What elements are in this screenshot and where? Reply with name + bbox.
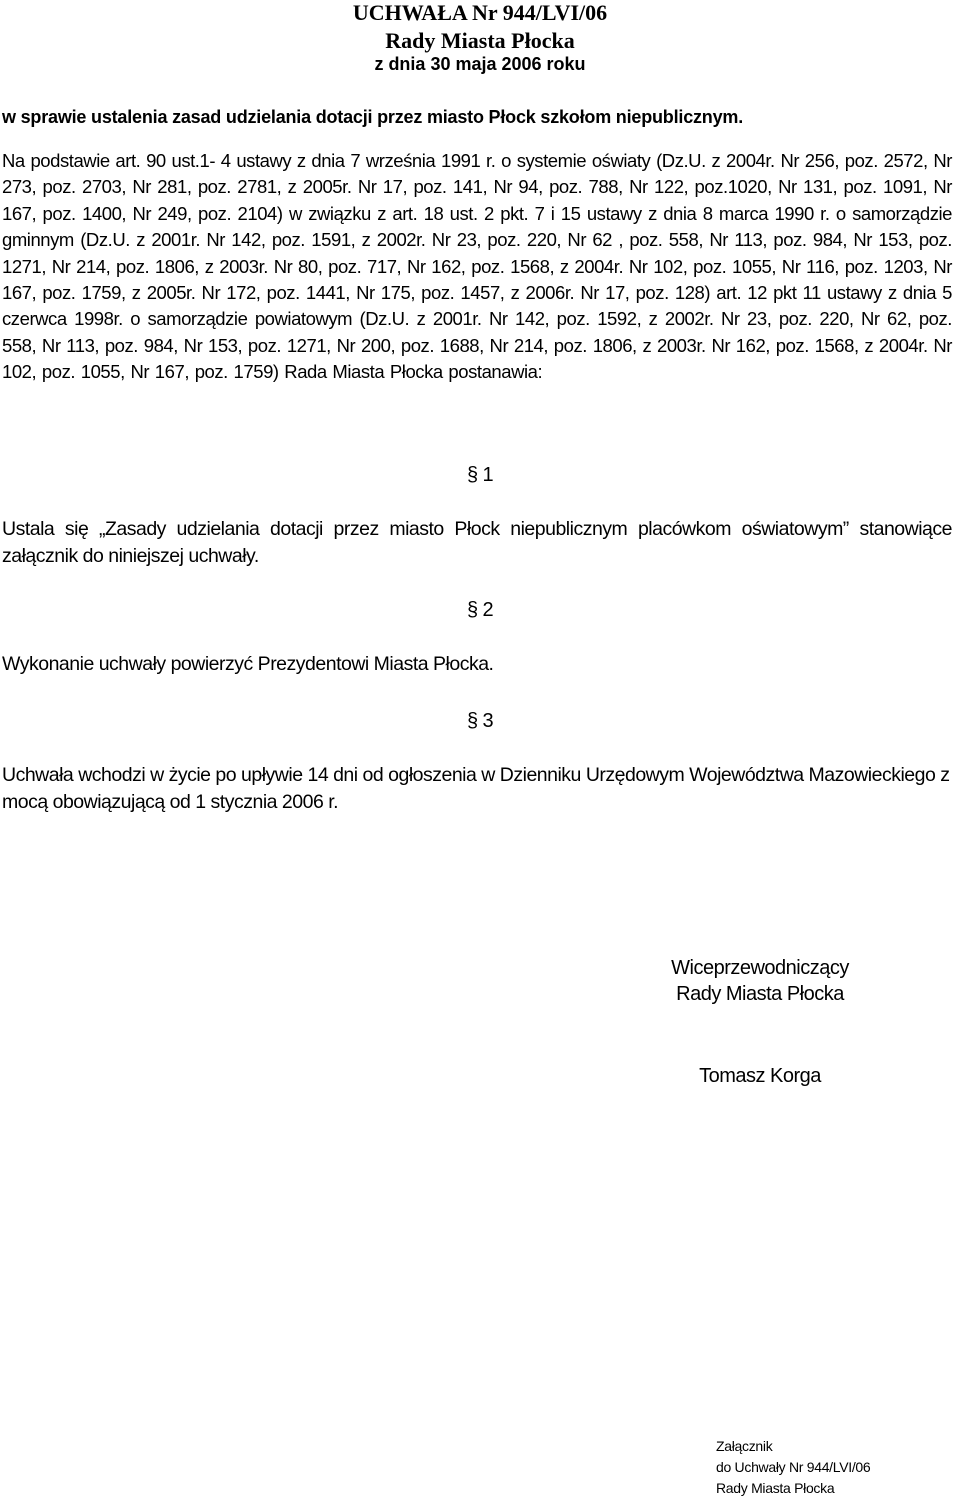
annex-note xyxy=(716,1436,956,1499)
council-name: Rady Miasta Płocka xyxy=(385,28,575,53)
resolution-title: UCHWAŁA Nr 944/LVI/06 xyxy=(352,0,608,25)
section-2-heading: § 2 xyxy=(466,599,493,621)
annex-label: Załącznik xyxy=(716,1438,773,1454)
legal-basis: Na podstawie art. 90 ust.1- 4 ustawy z dnia 7 września 1991 r. o systemie oświaty (Dz.U. z 2004r. Nr 256, poz. 2572, Nr 273, poz. 2703, Nr 281, poz. 2781, z 2005r. Nr 17, poz. 141, Nr 94, poz. 788, Nr 122, poz.1020, Nr 131, poz. 1091, Nr 167, poz. 1400, Nr 249, poz. 2104) w związku z art. 18 ust. 2 pkt. 7 i 15 ustawy z dnia 8 marca 1990 r. o samorządzie gminnym (Dz.U. z 2001r. Nr 142, poz. 1591, z 2002r. Nr 23, poz. 220, Nr 62 , poz. 558, Nr 113, poz. 984, Nr 153, poz. 1271, Nr 214, poz. 1806, z 2003r. Nr 80, poz. 717, Nr 162, poz. 1568, z 2004r. Nr 102, poz. 1055, Nr 116, poz. 1203, Nr 167, poz. 1759, z 2005r. Nr 172, poz. 1441, Nr 175, poz. 1457, z 2006r. Nr 17, poz. 128) art. 12 pkt 11 ustawy z dnia 5 czerwca 1998r. o samorządzie powiatowym (Dz.U. z 2001r. Nr 142, poz. 1592, z 2002r. Nr 23, poz. 220, Nr 62, poz. 558, Nr 113, poz. 984, Nr 153, poz. 1271, Nr 200, poz. 1688, Nr 214, poz. 1806, z 2003r. Nr 162, poz. 1568, z 2004r. Nr 102, poz. 1055, Nr 167, poz. 1759) Rada Miasta Płocka postanawia: xyxy=(2,150,952,383)
section-3-heading: § 3 xyxy=(466,710,493,732)
section-1-heading: § 1 xyxy=(466,464,493,486)
resolution-subject: w sprawie ustalenia zasad udzielania dotacji przez miasto Płock szkołom niepublicznym. xyxy=(2,107,744,127)
annex-reference: do Uchwały Nr 944/LVI/06 xyxy=(716,1459,871,1475)
signature-body: Rady Miasta Płocka xyxy=(676,983,844,1005)
signature-name: Tomasz Korga xyxy=(699,1065,821,1087)
section-1-text: Ustala się „Zasady udzielania dotacji przez miasto Płock niepublicznym placówkom oświatowym” stanowiące załącznik do niniejszej uchwały. xyxy=(2,518,952,567)
section-2-text: Wykonanie uchwały powierzyć Prezydentowi Miasta Płocka. xyxy=(2,653,494,675)
resolution-date: z dnia 30 maja 2006 roku xyxy=(374,54,586,74)
signature-role: Wiceprzewodniczący xyxy=(671,957,849,979)
annex-body: Rady Miasta Płocka xyxy=(716,1480,835,1496)
section-3-text: Uchwała wchodzi w życie po upływie 14 dni od ogłoszenia w Dzienniku Urzędowym Województwa Mazowieckiego z mocą obowiązującą od 1 stycznia 2006 r. xyxy=(2,764,950,813)
